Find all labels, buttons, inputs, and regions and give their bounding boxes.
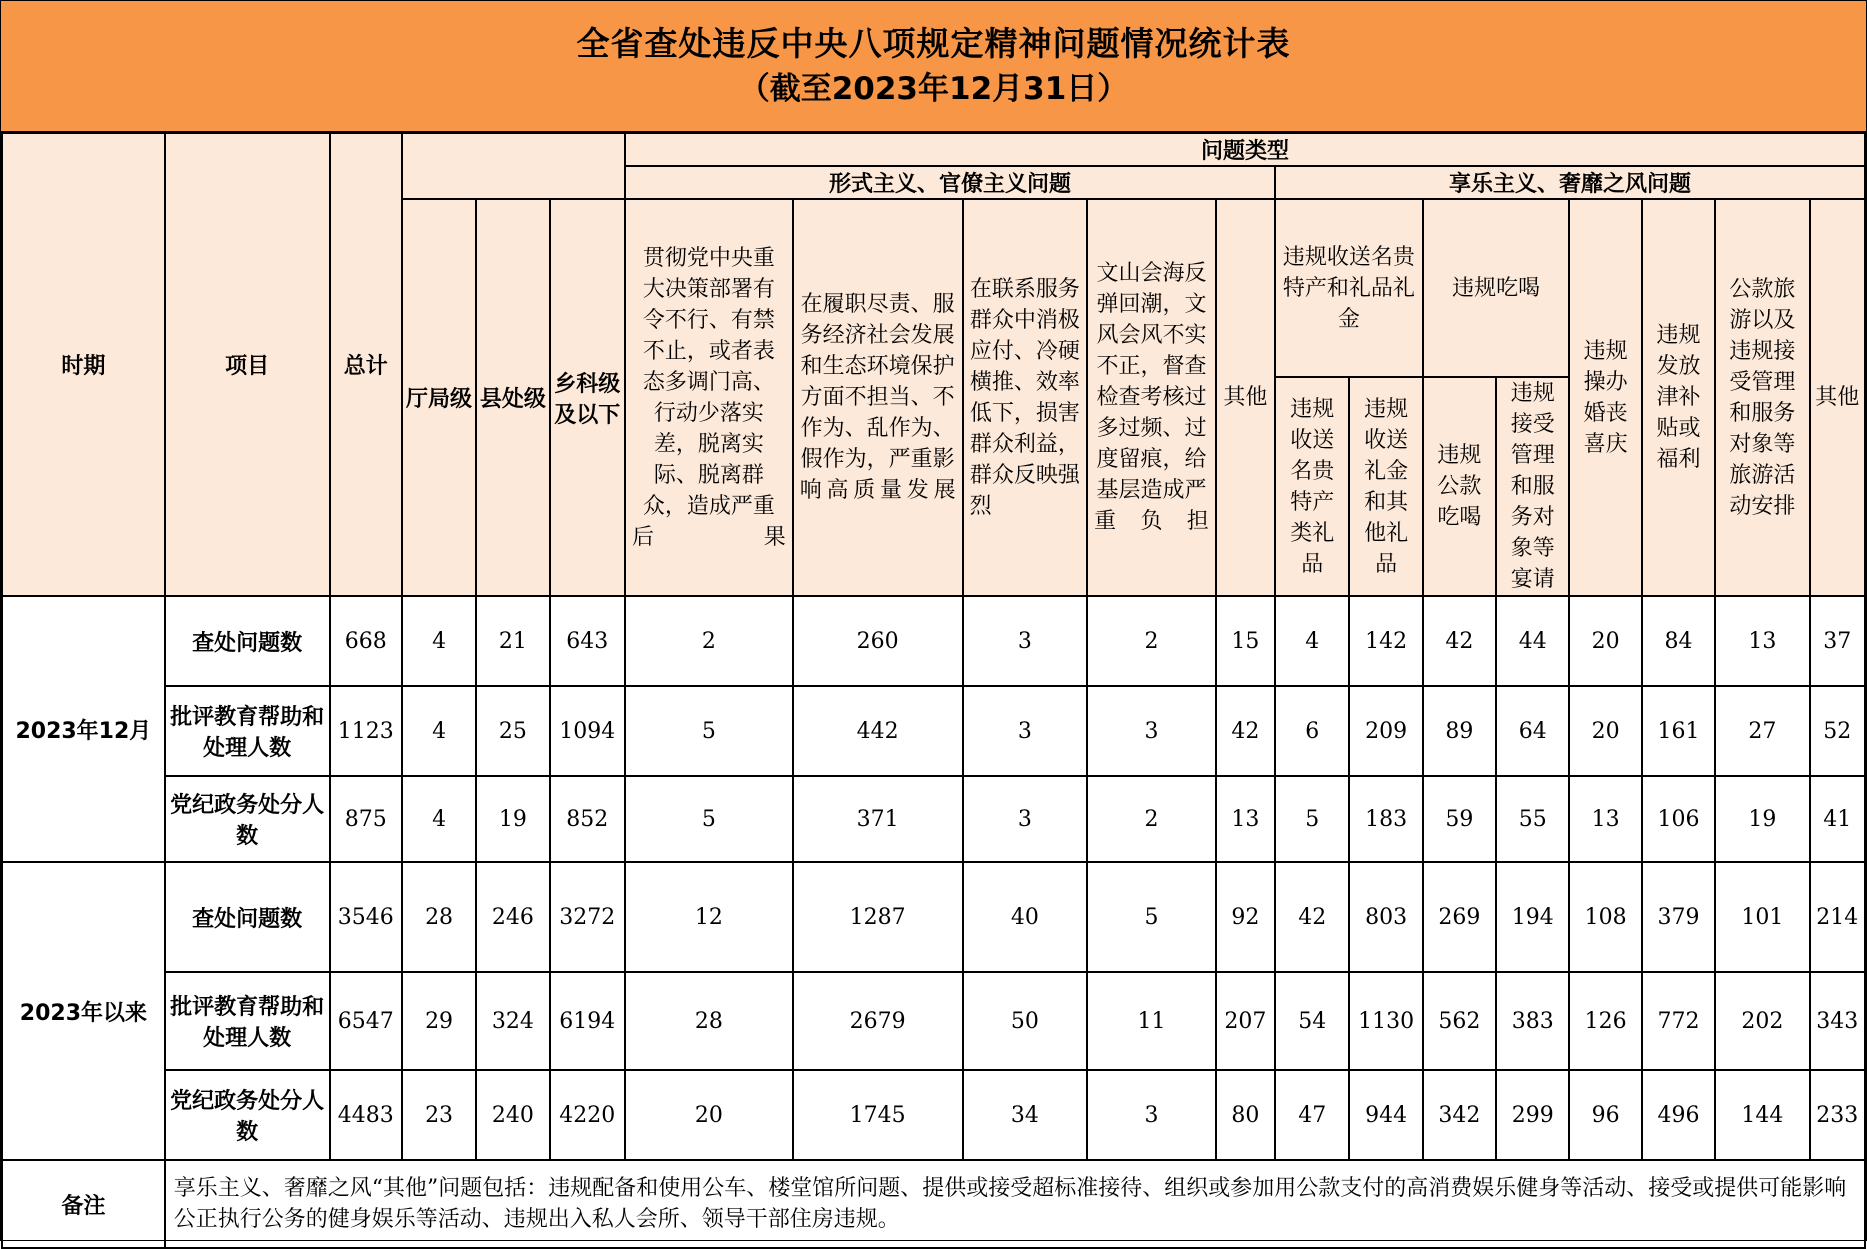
table-row xyxy=(2,776,1865,862)
cell-f1: 2 xyxy=(625,596,793,686)
row-item-label: 批评教育帮助和处理人数 xyxy=(165,686,330,776)
header-level-ting: 厅局级 xyxy=(402,199,476,596)
cell-wedding: 13 xyxy=(1569,776,1641,862)
cell-wedding: 126 xyxy=(1569,972,1641,1070)
cell-gift2: 209 xyxy=(1349,686,1422,776)
row-item-label: 党纪政务处分人数 xyxy=(165,776,330,862)
header-level-xiang: 乡科级及以下 xyxy=(550,199,625,596)
header-formalism-duty: 在履职尽责、服务经济社会发展和生态环境保护方面不担当、不作为、乱作为、假作为，严重影响高质量发展 xyxy=(793,199,963,596)
header-problem-type: 问题类型 xyxy=(625,133,1865,166)
cell-eat1: 59 xyxy=(1423,776,1496,862)
cell-xiang: 643 xyxy=(550,596,625,686)
cell-f-other: 92 xyxy=(1216,862,1275,972)
cell-f3: 3 xyxy=(963,686,1088,776)
cell-gift2: 944 xyxy=(1349,1070,1422,1160)
row-item-label: 党纪政务处分人数 xyxy=(165,1070,330,1160)
cell-f1: 28 xyxy=(625,972,793,1070)
cell-allowance: 84 xyxy=(1642,596,1715,686)
cell-f3: 34 xyxy=(963,1070,1088,1160)
cell-f2: 371 xyxy=(793,776,963,862)
period-label: 2023年以来 xyxy=(2,862,165,1160)
header-level-xian: 县处级 xyxy=(476,199,549,596)
cell-eat1: 269 xyxy=(1423,862,1496,972)
cell-h-other: 343 xyxy=(1810,972,1865,1070)
cell-xiang: 6194 xyxy=(550,972,625,1070)
cell-f-other: 42 xyxy=(1216,686,1275,776)
cell-allowance: 379 xyxy=(1642,862,1715,972)
remark-label: 备注 xyxy=(2,1160,165,1248)
header-eat-public: 违规公款吃喝 xyxy=(1423,377,1496,596)
cell-wedding: 96 xyxy=(1569,1070,1641,1160)
cell-ting: 23 xyxy=(402,1070,476,1160)
cell-total: 1123 xyxy=(330,686,402,776)
table-row xyxy=(2,1070,1865,1160)
cell-ting: 4 xyxy=(402,776,476,862)
cell-travel: 144 xyxy=(1715,1070,1809,1160)
cell-total: 875 xyxy=(330,776,402,862)
cell-f3: 3 xyxy=(963,596,1088,686)
header-formalism-meetings: 文山会海反弹回潮，文风会风不实不正，督查检查考核过多过频、过度留痕，给基层造成严重负担 xyxy=(1087,199,1216,596)
cell-travel: 13 xyxy=(1715,596,1809,686)
cell-f4: 2 xyxy=(1087,596,1216,686)
cell-h-other: 41 xyxy=(1810,776,1865,862)
period-label: 2023年12月 xyxy=(2,596,165,862)
cell-f1: 20 xyxy=(625,1070,793,1160)
cell-eat1: 342 xyxy=(1423,1070,1496,1160)
cell-f1: 5 xyxy=(625,686,793,776)
cell-f3: 40 xyxy=(963,862,1088,972)
cell-allowance: 161 xyxy=(1642,686,1715,776)
header-allowance: 违规发放津补贴或福利 xyxy=(1642,199,1715,596)
remark-row xyxy=(2,1160,1865,1248)
cell-eat1: 42 xyxy=(1423,596,1496,686)
cell-f4: 3 xyxy=(1087,686,1216,776)
cell-f2: 1287 xyxy=(793,862,963,972)
cell-eat2: 194 xyxy=(1496,862,1569,972)
header-total: 总计 xyxy=(330,133,402,596)
cell-gift2: 183 xyxy=(1349,776,1422,862)
cell-ting: 28 xyxy=(402,862,476,972)
cell-gift2: 142 xyxy=(1349,596,1422,686)
table-row xyxy=(2,862,1865,972)
cell-total: 3546 xyxy=(330,862,402,972)
cell-xian: 246 xyxy=(476,862,549,972)
cell-gift2: 1130 xyxy=(1349,972,1422,1070)
row-item-label: 批评教育帮助和处理人数 xyxy=(165,972,330,1070)
cell-f1: 5 xyxy=(625,776,793,862)
cell-gift1: 4 xyxy=(1275,596,1349,686)
title-band xyxy=(1,1,1866,133)
header-formalism-masses: 在联系服务群众中消极应付、冷硬横推、效率低下，损害群众利益，群众反映强烈 xyxy=(963,199,1088,596)
cell-gift1: 54 xyxy=(1275,972,1349,1070)
cell-xian: 19 xyxy=(476,776,549,862)
header-wedding: 违规操办婚丧喜庆 xyxy=(1569,199,1641,596)
table-row xyxy=(2,686,1865,776)
cell-f2: 260 xyxy=(793,596,963,686)
cell-eat2: 44 xyxy=(1496,596,1569,686)
cell-total: 6547 xyxy=(330,972,402,1070)
cell-travel: 202 xyxy=(1715,972,1809,1070)
cell-eat1: 89 xyxy=(1423,686,1496,776)
cell-wedding: 20 xyxy=(1569,596,1641,686)
cell-xian: 21 xyxy=(476,596,549,686)
page-title: 全省查处违反中央八项规定精神问题情况统计表 xyxy=(576,24,1291,63)
cell-xian: 324 xyxy=(476,972,549,1070)
header-eat-banquet: 违规接受管理和服务对象等宴请 xyxy=(1496,377,1569,596)
cell-xian: 25 xyxy=(476,686,549,776)
header-gift-specialty: 违规收送名贵特产类礼品 xyxy=(1275,377,1349,596)
cell-f4: 2 xyxy=(1087,776,1216,862)
cell-f2: 442 xyxy=(793,686,963,776)
statistics-table xyxy=(1,132,1866,1249)
cell-f1: 12 xyxy=(625,862,793,972)
cell-h-other: 214 xyxy=(1810,862,1865,972)
cell-f-other: 207 xyxy=(1216,972,1275,1070)
cell-f4: 11 xyxy=(1087,972,1216,1070)
cell-h-other: 233 xyxy=(1810,1070,1865,1160)
header-formalism-decision: 贯彻党中央重大决策部署有令不行、有禁不止，或者表态多调门高、行动少落实差，脱离实际、脱离群众，造成严重后果 xyxy=(625,199,793,596)
header-travel: 公款旅游以及违规接受管理和服务对象等旅游活动安排 xyxy=(1715,199,1809,596)
cell-f2: 1745 xyxy=(793,1070,963,1160)
page-subtitle-date: （截至2023年12月31日） xyxy=(738,71,1129,107)
header-formalism-other: 其他 xyxy=(1216,199,1275,596)
header-hedonism-other: 其他 xyxy=(1810,199,1865,596)
cell-f4: 3 xyxy=(1087,1070,1216,1160)
header-eat-group: 违规吃喝 xyxy=(1423,199,1570,377)
cell-f-other: 80 xyxy=(1216,1070,1275,1160)
header-hedonism-group: 享乐主义、奢靡之风问题 xyxy=(1275,166,1865,199)
cell-f-other: 13 xyxy=(1216,776,1275,862)
cell-allowance: 496 xyxy=(1642,1070,1715,1160)
table-row xyxy=(2,972,1865,1070)
cell-xiang: 1094 xyxy=(550,686,625,776)
cell-total: 4483 xyxy=(330,1070,402,1160)
cell-ting: 4 xyxy=(402,596,476,686)
cell-gift1: 6 xyxy=(1275,686,1349,776)
cell-travel: 19 xyxy=(1715,776,1809,862)
cell-wedding: 20 xyxy=(1569,686,1641,776)
header-level-group xyxy=(402,133,625,199)
cell-gift1: 42 xyxy=(1275,862,1349,972)
table-row xyxy=(2,596,1865,686)
cell-gift1: 5 xyxy=(1275,776,1349,862)
cell-eat1: 562 xyxy=(1423,972,1496,1070)
cell-eat2: 299 xyxy=(1496,1070,1569,1160)
cell-f4: 5 xyxy=(1087,862,1216,972)
cell-f-other: 15 xyxy=(1216,596,1275,686)
cell-h-other: 37 xyxy=(1810,596,1865,686)
cell-eat2: 64 xyxy=(1496,686,1569,776)
cell-travel: 27 xyxy=(1715,686,1809,776)
row-item-label: 查处问题数 xyxy=(165,862,330,972)
header-gift-money: 违规收送礼金和其他礼品 xyxy=(1349,377,1422,596)
cell-total: 668 xyxy=(330,596,402,686)
cell-xiang: 852 xyxy=(550,776,625,862)
cell-gift1: 47 xyxy=(1275,1070,1349,1160)
remark-text: 享乐主义、奢靡之风“其他”问题包括：违规配备和使用公车、楼堂馆所问题、提供或接受超标准接待、组织或参加用公款支付的高消费娱乐健身等活动、接受或提供可能影响公正执行公务的健身娱乐等活动、违规出入私人会所、领导干部住房违规。 xyxy=(165,1160,1865,1248)
cell-wedding: 108 xyxy=(1569,862,1641,972)
cell-h-other: 52 xyxy=(1810,686,1865,776)
row-item-label: 查处问题数 xyxy=(165,596,330,686)
cell-f3: 3 xyxy=(963,776,1088,862)
cell-travel: 101 xyxy=(1715,862,1809,972)
cell-ting: 29 xyxy=(402,972,476,1070)
cell-gift2: 803 xyxy=(1349,862,1422,972)
cell-xian: 240 xyxy=(476,1070,549,1160)
cell-xiang: 4220 xyxy=(550,1070,625,1160)
header-period: 时期 xyxy=(2,133,165,596)
cell-allowance: 106 xyxy=(1642,776,1715,862)
cell-eat2: 55 xyxy=(1496,776,1569,862)
cell-ting: 4 xyxy=(402,686,476,776)
cell-f2: 2679 xyxy=(793,972,963,1070)
header-item: 项目 xyxy=(165,133,330,596)
cell-f3: 50 xyxy=(963,972,1088,1070)
cell-allowance: 772 xyxy=(1642,972,1715,1070)
header-gift-group: 违规收送名贵特产和礼品礼金 xyxy=(1275,199,1423,377)
cell-eat2: 383 xyxy=(1496,972,1569,1070)
header-formalism-group: 形式主义、官僚主义问题 xyxy=(625,166,1275,199)
cell-xiang: 3272 xyxy=(550,862,625,972)
